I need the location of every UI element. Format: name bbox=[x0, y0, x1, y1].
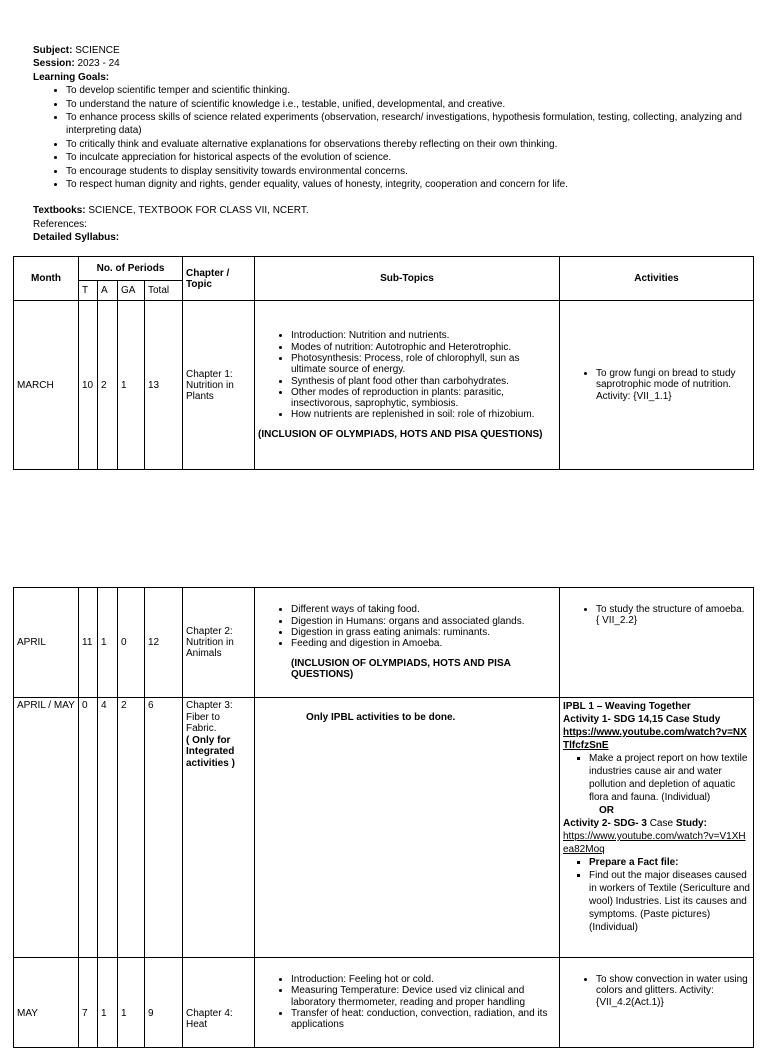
goal-item: • To respect human dignity and rights, gender equality, values of honesty, integrity, cooperation and concern for life. bbox=[66, 178, 743, 191]
goal-item: • To enhance process skills of science related experiments (observation, research/ investigations, hypothesis formulation, testing, collecting, analyzing and interpreting data) bbox=[66, 111, 743, 138]
chapter-cell: Chapter 4: Heat bbox=[183, 958, 255, 1048]
ipbl-title: IPBL 1 – Weaving Together bbox=[563, 701, 691, 712]
activity-1-title: Activity 1- SDG 14,15 Case Study bbox=[563, 714, 721, 725]
ga-cell: 1 bbox=[118, 301, 145, 470]
activities-cell bbox=[560, 301, 754, 470]
ga-cell: 0 bbox=[118, 588, 145, 698]
subject-line: Subject: SCIENCE bbox=[33, 45, 120, 56]
month-cell: APRIL bbox=[14, 588, 79, 698]
t-cell: 7 bbox=[79, 958, 98, 1048]
list-item: • Introduction: Nutrition and nutrients. bbox=[291, 330, 556, 341]
chapter-header: Chapter / Topic bbox=[183, 257, 255, 301]
references-line: References: bbox=[33, 218, 87, 230]
total-header: Total bbox=[145, 281, 183, 301]
activities-cell bbox=[560, 698, 754, 958]
a-header: A bbox=[98, 281, 118, 301]
session-line: Session: 2023 - 24 bbox=[33, 58, 120, 70]
month-header: Month bbox=[14, 257, 79, 301]
or-label: OR bbox=[599, 805, 614, 816]
textbooks-line: Textbooks: SCIENCE, TEXTBOOK FOR CLASS VII, NCERT. bbox=[33, 205, 309, 217]
goals-heading: Learning Goals: bbox=[33, 71, 110, 83]
ga-cell: 1 bbox=[118, 958, 145, 1048]
activities-header: Activities bbox=[560, 257, 754, 301]
t-cell: 10 bbox=[79, 301, 98, 470]
table-row bbox=[14, 301, 754, 470]
t-cell: 0 bbox=[79, 698, 98, 958]
subtopics-cell bbox=[255, 588, 560, 698]
table-row bbox=[14, 588, 754, 698]
activities-cell bbox=[560, 958, 754, 1048]
month-cell: APRIL / MAY bbox=[14, 698, 79, 958]
activity-2-link[interactable]: https://www.youtube.com/watch?v=V1XHea82Moq bbox=[563, 831, 746, 855]
list-item: • Photosynthesis: Process, role of chlorophyll, sun as ultimate source of energy. bbox=[291, 353, 556, 376]
goal-item: • To develop scientific temper and scientific thinking. bbox=[66, 84, 743, 97]
subtopics-cell bbox=[255, 958, 560, 1048]
list-item: ▪ Find out the major diseases caused in workers of Textile (Sericulture and wool) Industries. List its causes and symptoms. (Paste pictures) (Individual) bbox=[589, 869, 750, 934]
goal-item: • To understand the nature of scientific knowledge i.e., testable, unified, developmental, and creative. bbox=[66, 98, 743, 111]
document-header bbox=[33, 44, 743, 245]
goal-item: • To inculcate appreciation for historical aspects of the evolution of science. bbox=[66, 151, 743, 164]
list-item: • Modes of nutrition: Autotrophic and Heterotrophic. bbox=[291, 342, 556, 353]
list-item: • Digestion in grass eating animals: ruminants. bbox=[291, 627, 556, 638]
month-cell: MARCH bbox=[14, 301, 79, 470]
a-cell: 1 bbox=[98, 588, 118, 698]
a-cell: 1 bbox=[98, 958, 118, 1048]
subtopics-cell bbox=[255, 301, 560, 470]
t-cell: 11 bbox=[79, 588, 98, 698]
total-cell: 6 bbox=[145, 698, 183, 958]
list-item: • To grow fungi on bread to study saprotrophic mode of nutrition. Activity: {VII_1.1} bbox=[596, 368, 750, 402]
ga-cell: 2 bbox=[118, 698, 145, 958]
goal-item: • To critically think and evaluate alternative explanations for observations thereby reflecting on their own thinking. bbox=[66, 138, 743, 151]
syllabus-table-2 bbox=[13, 587, 754, 1048]
syllabus-table-1 bbox=[13, 256, 754, 470]
table-row bbox=[14, 958, 754, 1048]
inclusion-note: (INCLUSION OF OLYMPIADS, HOTS AND PISA QUESTIONS) bbox=[291, 657, 511, 681]
list-item: • To show convection in water using colors and glitters. Activity: {VII_4.2(Act.1)} bbox=[596, 974, 750, 1008]
total-cell: 13 bbox=[145, 301, 183, 470]
subtopics-cell bbox=[255, 698, 560, 958]
goal-item: • To encourage students to display sensitivity towards environmental concerns. bbox=[66, 165, 743, 178]
activity-2-title: Activity 2- SDG- 3 Case Study: bbox=[563, 818, 707, 829]
total-cell: 9 bbox=[145, 958, 183, 1048]
learning-goals-list bbox=[33, 84, 743, 191]
list-item: • How nutrients are replenished in soil: role of rhizobium. bbox=[291, 409, 556, 420]
chapter-note: ( Only for Integrated activities ) bbox=[186, 734, 235, 769]
list-item: ▪ Prepare a Fact file: bbox=[589, 856, 750, 869]
inclusion-note: (INCLUSION OF OLYMPIADS, HOTS AND PISA QUESTIONS) bbox=[258, 428, 543, 440]
activities-cell bbox=[560, 588, 754, 698]
list-item: • Other modes of reproduction in plants: parasitic, insectivorous, saprophytic, symbiosis. bbox=[291, 387, 556, 410]
ga-header: GA bbox=[118, 281, 145, 301]
chapter-cell: Chapter 2: Nutrition in Animals bbox=[183, 588, 255, 698]
list-item: • Introduction: Feeling hot or cold. bbox=[291, 974, 556, 985]
list-item: • Feeding and digestion in Amoeba. bbox=[291, 638, 556, 649]
subtopics-header: Sub-Topics bbox=[255, 257, 560, 301]
ipbl-only-note: Only IPBL activities to be done. bbox=[306, 712, 456, 723]
t-header: T bbox=[79, 281, 98, 301]
table-row bbox=[14, 698, 754, 958]
a-cell: 2 bbox=[98, 301, 118, 470]
chapter-cell: Chapter 3: Fiber to Fabric. ( Only for Integrated activities ) bbox=[183, 698, 255, 958]
list-item: • Different ways of taking food. bbox=[291, 604, 556, 615]
list-item: • Synthesis of plant food other than carbohydrates. bbox=[291, 376, 556, 387]
list-item: • Measuring Temperature: Device used viz clinical and laboratory thermometer, reading and proper handling bbox=[291, 985, 556, 1008]
month-cell: MAY bbox=[14, 958, 79, 1048]
chapter-cell: Chapter 1: Nutrition in Plants bbox=[183, 301, 255, 470]
list-item: • To study the structure of amoeba. { VII_2.2} bbox=[596, 604, 750, 627]
list-item: ▪ Make a project report on how textile industries cause air and water pollution and depletion of aquatic flora and fauna. (Individual) bbox=[589, 752, 750, 804]
periods-header: No. of Periods bbox=[79, 257, 183, 281]
total-cell: 12 bbox=[145, 588, 183, 698]
syllabus-heading: Detailed Syllabus: bbox=[33, 232, 120, 244]
activity-1-link[interactable]: https://www.youtube.com/watch?v=NXTlfcfzSnE bbox=[563, 727, 747, 751]
a-cell: 4 bbox=[98, 698, 118, 958]
list-item: • Transfer of heat: conduction, convection, radiation, and its applications bbox=[291, 1008, 556, 1031]
list-item: • Digestion in Humans: organs and associated glands. bbox=[291, 616, 556, 627]
